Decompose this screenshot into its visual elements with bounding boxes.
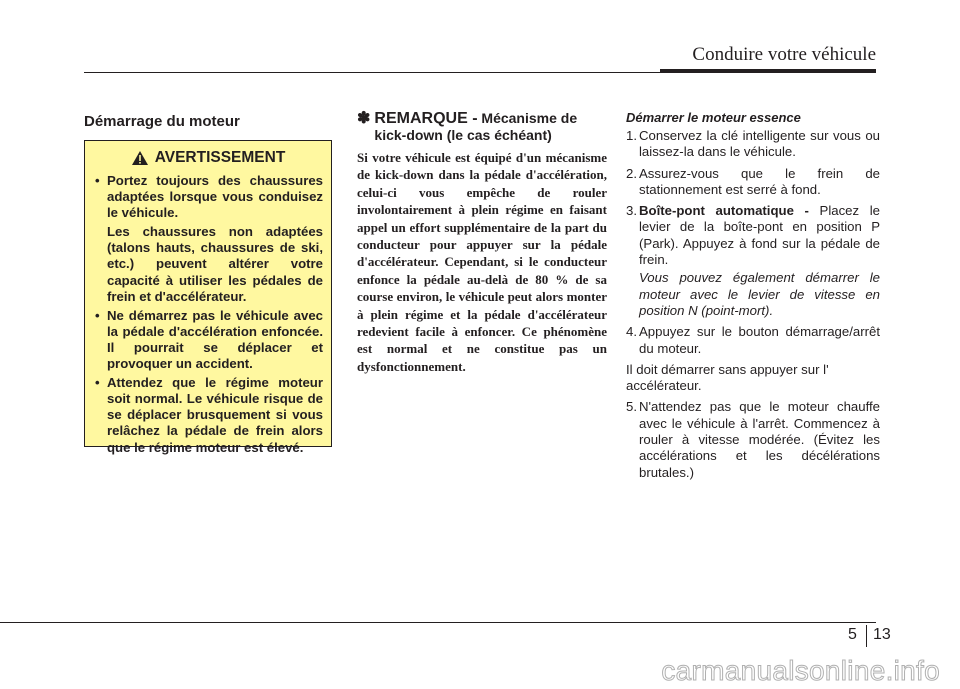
warning-item-text: Attendez que le régime moteur soit normal. Le véhicule risque de se déplacer brusquement si vous relâchez la pédale de frein alors que le régime moteur est élevé. bbox=[107, 375, 323, 455]
note-star-icon: ✽ bbox=[357, 110, 371, 127]
step-number: 5. bbox=[626, 399, 637, 415]
right-column bbox=[626, 110, 880, 486]
procedure-subheading: Démarrer le moteur essence bbox=[626, 110, 801, 125]
left-column bbox=[84, 110, 334, 130]
note-body: Si votre véhicule est équipé d'un mécanisme de kick-down dans la pédale d'accélération, celui-ci vous empêche de rouler involontairement à plein régime en faisant appel un effort supplémentaire de la part du conducteur pour appuyer sur la pédale d'accélérateur. Cependant, si le conducteur enfonce la pédale au-delà de 80 % de sa course environ, le véhicule peut alors monter à plein régime et la pédale d'accélérateur redevient facile à enfoncer. Ce phénomène est normal et ne constitue pas un dysfonctionnement. bbox=[357, 150, 607, 374]
step-lead: Boîte-pont automatique - bbox=[639, 203, 809, 219]
footer-rule bbox=[0, 622, 876, 623]
body-paragraph: Il doit démarrer sans appuyer sur l' accélérateur. bbox=[626, 361, 829, 394]
step-item bbox=[626, 203, 880, 319]
step-list bbox=[626, 128, 880, 357]
header-rule-accent bbox=[660, 69, 876, 73]
warning-title: AVERTISSEMENT bbox=[154, 149, 286, 166]
note-heading bbox=[357, 110, 607, 143]
step-number: 3. bbox=[626, 203, 637, 219]
step-text: N'attendez pas que le moteur chauffe avec le véhicule à l'arrêt. Commencez à rouler à vitesse modérée. (Évitez les accélérations et les décélérations brutales.) bbox=[639, 399, 880, 480]
page-number-divider bbox=[866, 625, 867, 647]
note-heading-text bbox=[374, 110, 607, 143]
running-header: Conduire votre véhicule bbox=[692, 44, 876, 65]
warning-item-extra: Les chaussures non adaptées (talons hauts, chaussures de ski, etc.) peuvent altérer votre capacité à utiliser les pédales de frein et d'accélérateur. bbox=[107, 224, 323, 304]
warning-triangle-icon bbox=[131, 150, 149, 166]
step-number: 2. bbox=[626, 165, 637, 181]
step-number: 4. bbox=[626, 324, 637, 340]
step-item bbox=[626, 399, 880, 480]
warning-item bbox=[93, 308, 323, 372]
note-title: Mécanisme de kick-down (le cas échéant) bbox=[374, 110, 578, 143]
step-text: Assurez-vous que le frein de stationnement est serré à fond. bbox=[639, 165, 880, 197]
step-text: Conservez la clé intelligente sur vous ou laissez-la dans le véhicule. bbox=[639, 128, 880, 160]
warning-item-text: Portez toujours des chaussures adaptées lorsque vous conduisez le véhicule. bbox=[107, 173, 323, 221]
step-number: 1. bbox=[626, 128, 637, 143]
warning-item-text: Ne démarrez pas le véhicule avec la pédale d'accélération enfoncée. Il pourrait se déplacer et provoquer un accident. bbox=[107, 307, 323, 372]
step-item bbox=[626, 166, 880, 199]
page-number: 13 bbox=[873, 626, 891, 643]
step-text: Appuyez sur le bouton démarrage/arrêt du moteur. bbox=[639, 324, 880, 356]
warning-title-row bbox=[93, 149, 323, 167]
warning-box bbox=[84, 140, 332, 455]
warning-item bbox=[93, 375, 323, 455]
watermark: carmanualsonline.info bbox=[661, 655, 940, 686]
step-list-continued bbox=[626, 399, 880, 480]
warning-list bbox=[93, 173, 323, 456]
section-heading: Démarrage du moteur bbox=[84, 113, 240, 130]
middle-column bbox=[357, 110, 607, 375]
step-item bbox=[626, 128, 880, 161]
note-label: REMARQUE - bbox=[374, 110, 478, 127]
step-item bbox=[626, 324, 880, 357]
step-note: Vous pouvez également démarrer le moteur avec le levier de vitesse en position N (point-mort). bbox=[639, 270, 880, 318]
chapter-number: 5 bbox=[848, 626, 857, 643]
step-text: Placez le levier de la boîte-pont en position P (Park). Appuyez à fond sur la pédale de frein. bbox=[639, 203, 880, 268]
warning-item bbox=[93, 173, 323, 305]
